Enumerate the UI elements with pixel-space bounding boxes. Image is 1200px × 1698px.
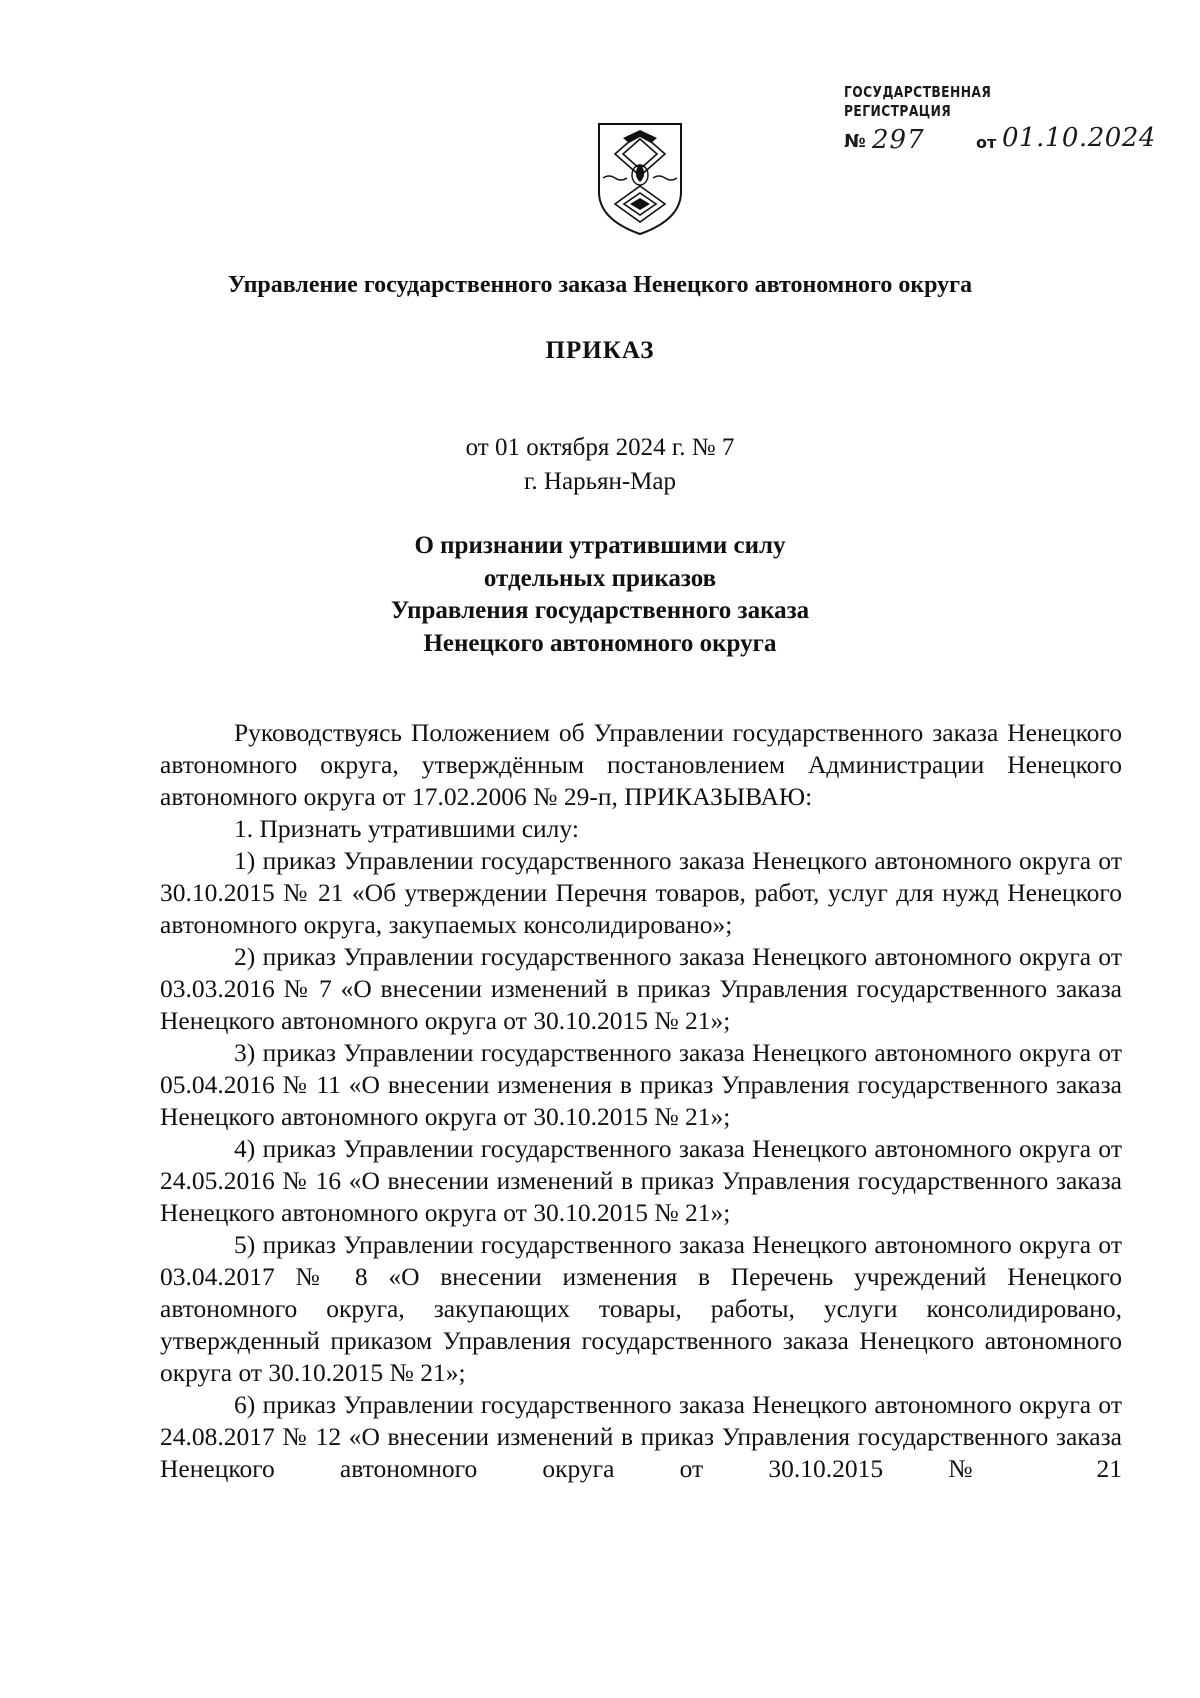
list-item: 5) приказ Управлении государственного заказа Ненецкого автономного округа от 03.04.2017 № 8 «О внесении изменения в Перечень учреждений Ненецкого автономного округа, закупающих товары, работы, услуги консолидировано, утвержденный приказом Управления государственного заказа Ненецкого автономного округа от 30.10.2015 № 21»; <box>160 1230 1122 1387</box>
organization-title: Управление государственного заказа Ненецкого автономного округа <box>227 272 973 298</box>
list-item: 6) приказ Управлении государственного заказа Ненецкого автономного округа от 24.08.2017 № 12 «О внесении изменений в приказ Управления государственного заказа Ненецкого автономного округа от 30.10.2015 № 21 <box>160 1390 1122 1483</box>
stamp-date-label: от <box>976 133 997 152</box>
stamp-title-line1: ГОСУДАРСТВЕННАЯ <box>844 83 992 101</box>
subject-line: Ненецкого автономного округа <box>423 629 777 657</box>
stamp-number-label: № <box>844 131 866 152</box>
subject-line: О признании утратившими силу <box>414 532 786 559</box>
subject-line: отдельных приказов <box>483 564 717 592</box>
document-type: ПРИКАЗ <box>545 337 655 364</box>
point-paragraph: 1. Признать утратившими силу: <box>234 814 579 843</box>
coat-of-arms-icon <box>595 120 685 236</box>
stamp-date-handwritten: 01.10.2024 <box>1002 123 1156 153</box>
preamble-paragraph: Руководствуясь Положением об Управлении государственного заказа Ненецкого автономного округа, утверждённым постановлением Администрации Ненецкого автономного округа от 17.02.2006 № 29-п, ПРИКАЗЫВАЮ: <box>160 718 1122 811</box>
document-city: г. Нарьян-Мар <box>523 468 676 495</box>
subject-line: Управления государственного заказа <box>390 597 810 624</box>
list-item: 1) приказ Управлении государственного заказа Ненецкого автономного округа от 30.10.2015 № 21 «Об утверждении Перечня товаров, работ, услуг для нужд Ненецкого автономного округа, закупаемых консолидировано»; <box>160 846 1122 939</box>
stamp-number-row <box>844 123 1156 157</box>
document-date: от 01 октября 2024 г. № 7 <box>465 434 735 461</box>
list-item: 4) приказ Управлении государственного заказа Ненецкого автономного округа от 24.05.2016 № 16 «О внесении изменений в приказ Управления государственного заказа Ненецкого автономного округа от 30.10.2015 № 21»; <box>160 1134 1122 1227</box>
list-item: 2) приказ Управлении государственного заказа Ненецкого автономного округа от 03.03.2016 № 7 «О внесении изменений в приказ Управления государственного заказа Ненецкого автономного округа от 30.10.2015 № 21»; <box>160 942 1122 1035</box>
stamp-number-handwritten: 297 <box>872 125 925 155</box>
list-item: 3) приказ Управлении государственного заказа Ненецкого автономного округа от 05.04.2016 № 11 «О внесении изменения в приказ Управления государственного заказа Ненецкого автономного округа от 30.10.2015 № 21»; <box>160 1038 1122 1131</box>
document-body <box>160 717 1122 1485</box>
registration-stamp <box>844 83 1156 157</box>
document-subject <box>0 530 1200 660</box>
stamp-title-line2: РЕГИСТРАЦИЯ <box>844 102 952 120</box>
